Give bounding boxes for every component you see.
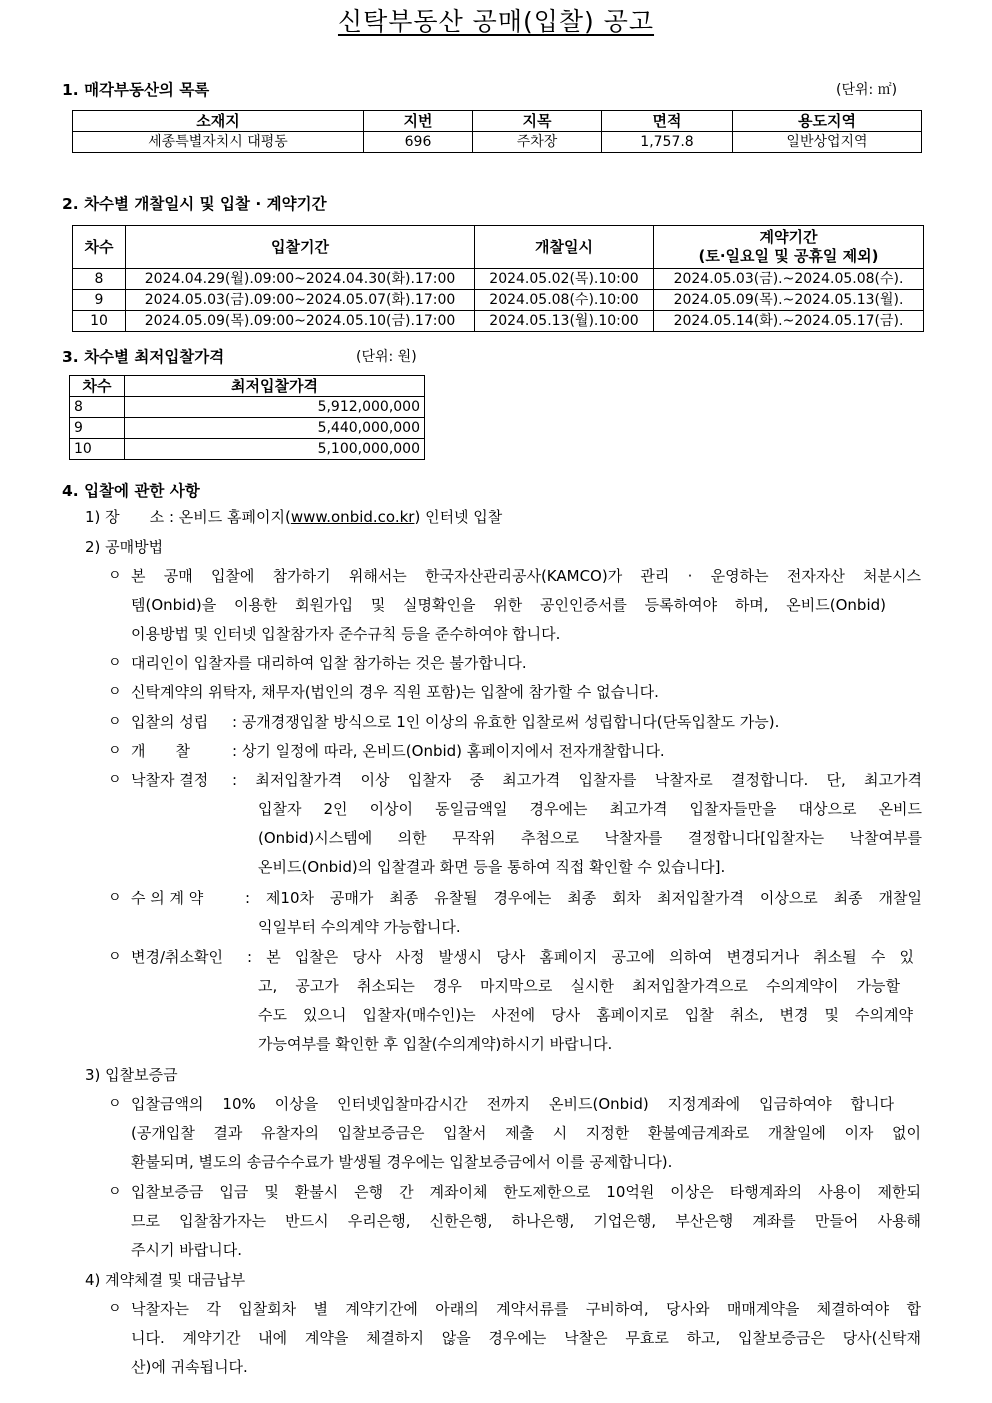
min-price-table xyxy=(69,375,425,460)
method-5-label: 개 찰 xyxy=(131,742,190,760)
table-row xyxy=(70,397,425,418)
section1-unit: (단위: ㎡) xyxy=(836,82,898,98)
bullet-icon: ㅇ xyxy=(108,568,122,584)
cell-round: 10 xyxy=(70,439,125,460)
cell-round: 10 xyxy=(73,311,126,332)
deposit-2-line-1: 입찰보증금 입금 및 환불시 은행 간 계좌이체 한도제한으로 10억원 이상은 타행계좌의 사용이 제한되 xyxy=(131,1183,921,1201)
cell-contract-period: 2024.05.14(화).~2024.05.17(금). xyxy=(654,311,924,332)
place-suffix: ) 인터넷 입찰 xyxy=(414,508,503,526)
bullet-icon: ㅇ xyxy=(108,1096,122,1112)
cell-round: 9 xyxy=(73,290,126,311)
method-7-line-1: : 제10차 공매가 최종 유찰될 경우에는 최종 회차 최저입찰가격 이상으로 최종 개찰일 xyxy=(245,889,922,907)
contract-1-line-1: 낙찰자는 각 입찰회차 별 계약기간에 아래의 계약서류를 구비하여, 당사와 매매계약을 체결하여야 합 xyxy=(131,1300,921,1318)
bullet-icon: ㅇ xyxy=(108,1184,122,1200)
method-1-line-2: 템(Onbid)을 이용한 회원가입 및 실명확인을 위한 공인인증서를 등록하여야 하며, 온비드(Onbid) xyxy=(131,596,886,614)
deposit-2-line-3: 주시기 바랍니다. xyxy=(131,1241,242,1259)
header-min-price: 최저입찰가격 xyxy=(125,376,425,397)
table-header-row xyxy=(70,376,425,397)
method-8-label: 변경/취소확인 xyxy=(131,948,223,966)
method-8-line-4: 가능여부를 확인한 후 입찰(수의계약)하시기 바랍니다. xyxy=(258,1035,613,1053)
bullet-icon: ㅇ xyxy=(108,655,122,671)
method-8-line-3: 수도 있으니 입찰자(매수인)는 사전에 당사 홈페이지로 입찰 취소, 변경 및 수의계약 xyxy=(258,1006,913,1024)
table-row xyxy=(73,132,922,153)
cell-round: 8 xyxy=(73,269,126,290)
method-6-line-1: : 최저입찰가격 이상 입찰자 중 최고가격 입찰자를 낙찰자로 결정합니다. 단, 최고가격 xyxy=(232,771,922,789)
table-row xyxy=(73,311,924,332)
table-row xyxy=(70,439,425,460)
cell-opening-date: 2024.05.02(목).10:00 xyxy=(475,269,654,290)
cell-round: 9 xyxy=(70,418,125,439)
cell-contract-period: 2024.05.03(금).~2024.05.08(수). xyxy=(654,269,924,290)
method-3: 신탁계약의 위탁자, 채무자(법인의 경우 직원 포함)는 입찰에 참가할 수 없습니다. xyxy=(131,683,659,701)
cell-bid-period: 2024.05.03(금).09:00~2024.05.07(화).17:00 xyxy=(126,290,475,311)
header-contract-period-note: (토·일요일 및 공휴일 제외) xyxy=(698,247,879,265)
table-row xyxy=(73,290,924,311)
contract-title: 4) 계약체결 및 대금납부 xyxy=(85,1271,246,1289)
section2-heading: 2. 차수별 개찰일시 및 입찰 · 계약기간 xyxy=(62,195,327,213)
method-7-label: 수 의 계 약 xyxy=(131,889,204,907)
cell-min-price: 5,912,000,000 xyxy=(125,397,425,418)
method-title: 2) 공매방법 xyxy=(85,538,164,556)
cell-min-price: 5,440,000,000 xyxy=(125,418,425,439)
bullet-icon: ㅇ xyxy=(108,743,122,759)
header-area: 면적 xyxy=(602,111,733,132)
cell-round: 8 xyxy=(70,397,125,418)
schedule-table xyxy=(72,225,924,332)
header-contract-period-title: 계약기간 xyxy=(759,228,818,246)
method-4-text: : 공개경쟁입찰 방식으로 1인 이상의 유효한 입찰로써 성립합니다(단독입찰도 가능). xyxy=(232,713,780,731)
table-header-row xyxy=(73,226,924,269)
place-line xyxy=(85,507,502,527)
cell-zoning: 일반상업지역 xyxy=(733,132,922,153)
place-prefix: : 온비드 홈페이지( xyxy=(168,508,291,526)
cell-location: 세종특별자치시 대평동 xyxy=(73,132,364,153)
header-round: 차수 xyxy=(70,376,125,397)
method-8-line-1: : 본 입찰은 당사 사정 발생시 당사 홈페이지 공고에 의하여 변경되거나 취소될 수 있 xyxy=(247,948,914,966)
cell-bid-period: 2024.04.29(월).09:00~2024.04.30(화).17:00 xyxy=(126,269,475,290)
header-zoning: 용도지역 xyxy=(733,111,922,132)
method-4-label: 입찰의 성립 xyxy=(131,713,209,731)
section3-unit: (단위: 원) xyxy=(356,349,417,365)
bullet-icon: ㅇ xyxy=(108,684,122,700)
section3-heading: 3. 차수별 최저입찰가격 xyxy=(62,348,225,366)
onbid-link[interactable]: www.onbid.co.kr xyxy=(290,508,415,526)
method-7-line-2: 익일부터 수의계약 가능합니다. xyxy=(258,918,461,936)
cell-contract-period: 2024.05.09(목).~2024.05.13(월). xyxy=(654,290,924,311)
cell-opening-date: 2024.05.08(수).10:00 xyxy=(475,290,654,311)
method-5-text: : 상기 일정에 따라, 온비드(Onbid) 홈페이지에서 전자개찰합니다. xyxy=(232,742,665,760)
method-6-label: 낙찰자 결정 xyxy=(131,771,209,789)
cell-area: 1,757.8 xyxy=(602,132,733,153)
deposit-title: 3) 입찰보증금 xyxy=(85,1066,178,1084)
cell-min-price: 5,100,000,000 xyxy=(125,439,425,460)
header-contract-period xyxy=(654,226,924,269)
property-table xyxy=(72,110,922,153)
contract-1-line-3: 산)에 귀속됩니다. xyxy=(131,1358,248,1376)
cell-bid-period: 2024.05.09(목).09:00~2024.05.10(금).17:00 xyxy=(126,311,475,332)
method-6-line-4: 온비드(Onbid)의 입찰결과 화면 등을 통하여 직접 확인할 수 있습니다]. xyxy=(258,858,726,876)
header-location: 소재지 xyxy=(73,111,364,132)
contract-1-line-2: 니다. 계약기간 내에 계약을 체결하지 않을 경우에는 낙찰은 무효로 하고, 입찰보증금은 당사(신탁재 xyxy=(131,1329,921,1347)
section4-heading: 4. 입찰에 관한 사항 xyxy=(62,482,200,500)
header-bid-period: 입찰기간 xyxy=(126,226,475,269)
method-8-line-2: 고, 공고가 취소되는 경우 마지막으로 실시한 최저입찰가격으로 수의계약이 가능할 xyxy=(258,977,900,995)
header-land-category: 지목 xyxy=(473,111,602,132)
bullet-icon: ㅇ xyxy=(108,890,122,906)
method-1-line-1: 본 공매 입찰에 참가하기 위해서는 한국자산관리공사(KAMCO)가 관리 · 운영하는 전자자산 처분시스 xyxy=(131,567,921,585)
table-row xyxy=(73,269,924,290)
bullet-icon: ㅇ xyxy=(108,714,122,730)
method-1-line-3: 이용방법 및 인터넷 입찰참가자 준수규칙 등을 준수하여야 합니다. xyxy=(131,625,561,643)
deposit-2-line-2: 므로 입찰참가자는 반드시 우리은행, 신한은행, 하나은행, 기업은행, 부산은행 계좌를 만들어 사용해 xyxy=(131,1212,921,1230)
method-2: 대리인이 입찰자를 대리하여 입찰 참가하는 것은 불가합니다. xyxy=(131,654,527,672)
table-row xyxy=(70,418,425,439)
deposit-1-line-1: 입찰금액의 10% 이상을 인터넷입찰마감시간 전까지 온비드(Onbid) 지정계좌에 입금하여야 합니다 xyxy=(131,1095,894,1113)
cell-land-category: 주차장 xyxy=(473,132,602,153)
section1-heading: 1. 매각부동산의 목록 xyxy=(62,81,210,99)
cell-lot: 696 xyxy=(364,132,473,153)
place-label: 1) 장 소 xyxy=(85,508,165,526)
method-6-line-2: 입찰자 2인 이상이 동일금액일 경우에는 최고가격 입찰자들만을 대상으로 온비드 xyxy=(258,800,922,818)
bullet-icon: ㅇ xyxy=(108,949,122,965)
header-round: 차수 xyxy=(73,226,126,269)
bullet-icon: ㅇ xyxy=(108,1301,122,1317)
page-title: 신탁부동산 공매(입찰) 공고 xyxy=(337,7,655,36)
header-opening-date: 개찰일시 xyxy=(475,226,654,269)
bullet-icon: ㅇ xyxy=(108,772,122,788)
cell-opening-date: 2024.05.13(월).10:00 xyxy=(475,311,654,332)
deposit-1-line-2: (공개입찰 결과 유찰자의 입찰보증금은 입찰서 제출 시 지정한 환불예금계좌로 개찰일에 이자 없이 xyxy=(131,1124,921,1142)
header-lot: 지번 xyxy=(364,111,473,132)
method-6-line-3: (Onbid)시스템에 의한 무작위 추첨으로 낙찰자를 결정합니다[입찰자는 낙찰여부를 xyxy=(258,829,922,847)
table-header-row xyxy=(73,111,922,132)
deposit-1-line-3: 환불되며, 별도의 송금수수료가 발생될 경우에는 입찰보증금에서 이를 공제합니다). xyxy=(131,1153,673,1171)
